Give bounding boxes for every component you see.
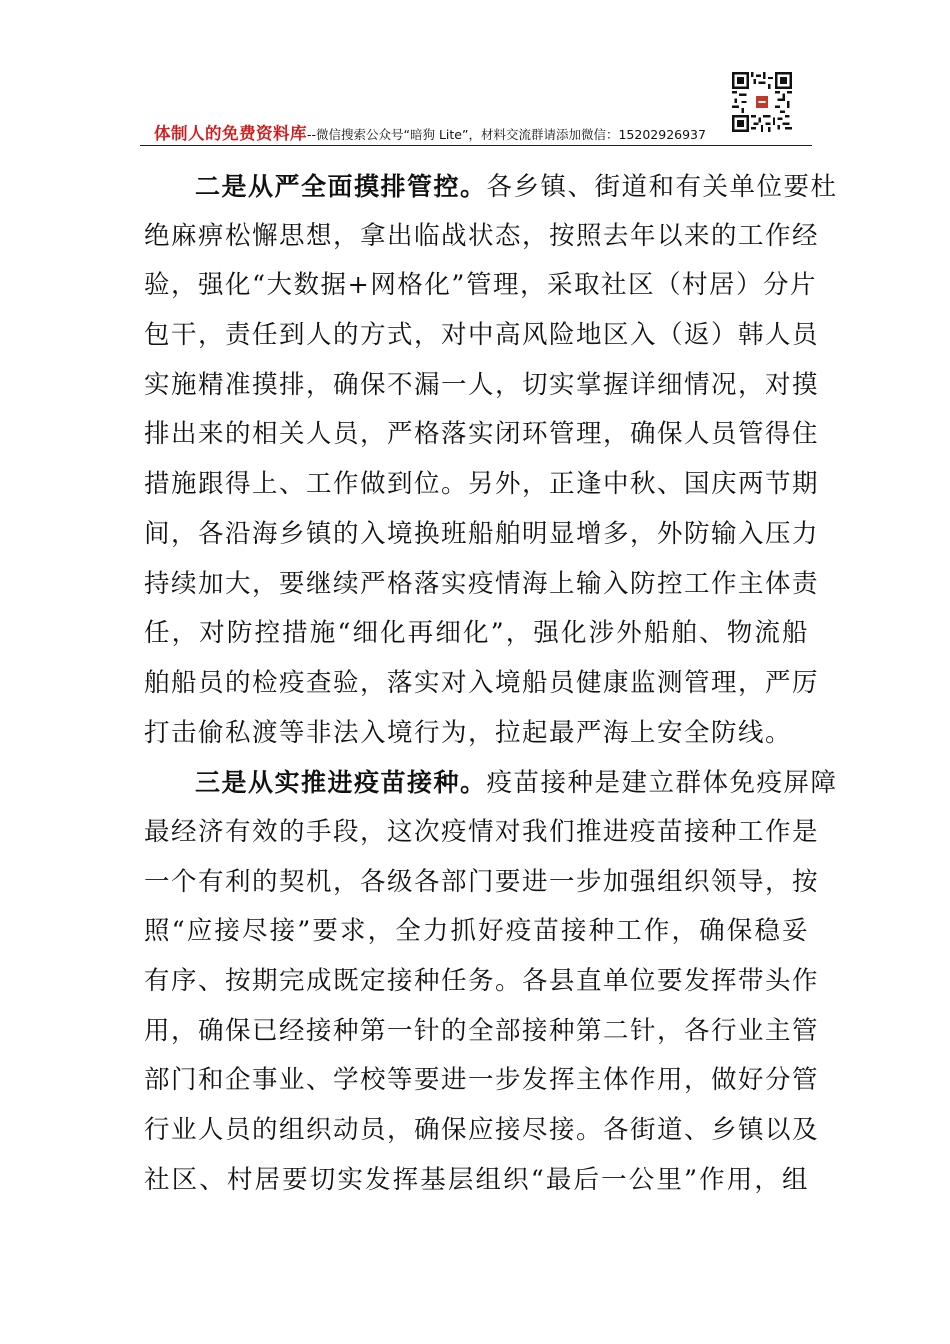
paragraph-3 bbox=[144, 758, 838, 1205]
text-line: 验，强化“大数据+网格化”管理，采取社区（村居）分片 bbox=[144, 270, 817, 301]
text-line: 有序、按期完成既定接种任务。各县直单位要发挥带头作 bbox=[144, 966, 820, 996]
text-line: 一个有利的契机，各级各部门要进一步加强组织领导，按 bbox=[144, 866, 820, 897]
header-divider bbox=[140, 145, 812, 146]
text-line: 间，各沿海乡镇的入境换班船舶明显增多，外防输入压力 bbox=[144, 518, 820, 549]
text-line: 排出来的相关人员，严格落实闭环管理，确保人员管得住 bbox=[144, 419, 820, 450]
text-line: 社区、村居要切实发挥基层组织“最后一公里”作用，组 bbox=[144, 1164, 809, 1195]
text-line: 打击偷私渡等非法入境行为，拉起最严海上安全防线。 bbox=[144, 717, 793, 748]
site-name: 体制人的免费资料库 bbox=[154, 124, 307, 143]
text-line: 包干，责任到人的方式，对中高风险地区入（返）韩人员 bbox=[144, 320, 820, 351]
qr-code-icon bbox=[732, 72, 792, 132]
text-line: 行业人员的组织动员，确保应接尽接。各街道、乡镇以及 bbox=[144, 1115, 820, 1146]
text-line: 措施跟得上、工作做到位。另外，正逢中秋、国庆两节期 bbox=[144, 469, 820, 500]
text-line: 实施精准摸排，确保不漏一人，切实掌握详细情况，对摸 bbox=[144, 369, 820, 400]
header-banner bbox=[154, 120, 706, 144]
text-line: 舶船员的检疫查验，落实对入境船员健康监测管理，严厉 bbox=[144, 667, 820, 698]
page-header bbox=[140, 62, 812, 146]
text-line: 部门和企事业、学校等要进一步发挥主体作用，做好分管 bbox=[144, 1065, 820, 1096]
paragraph-2 bbox=[144, 162, 838, 758]
paragraph-lead: 三是从实推进疫苗接种。 bbox=[195, 768, 487, 798]
text-line: 持续加大，要继续严格落实疫情海上输入防控工作主体责 bbox=[144, 568, 820, 599]
text-line: 任，对防控措施“细化再细化”，强化涉外船舶、物流船 bbox=[144, 618, 809, 649]
text-line: 三是从实推进疫苗接种。疫苗接种是建立群体免疫屏障 bbox=[195, 768, 838, 799]
text-line: 绝麻痹松懈思想，拿出临战状态，按照去年以来的工作经 bbox=[144, 220, 820, 251]
text-line: 照“应接尽接”要求，全力抓好疫苗接种工作，确保稳妥 bbox=[144, 916, 809, 947]
text-line: 二是从严全面摸排管控。各乡镇、街道和有关单位要杜 bbox=[195, 172, 838, 202]
header-note: --微信搜索公众号“暗狗 Lite”，材料交流群请添加微信：15202926937 bbox=[307, 127, 706, 142]
document-body bbox=[144, 162, 838, 1205]
paragraph-lead: 二是从严全面摸排管控。 bbox=[195, 172, 487, 201]
text-line: 用，确保已经接种第一针的全部接种第二针，各行业主管 bbox=[144, 1015, 820, 1046]
text-line: 最经济有效的手段，这次疫情对我们推进疫苗接种工作是 bbox=[144, 816, 820, 847]
